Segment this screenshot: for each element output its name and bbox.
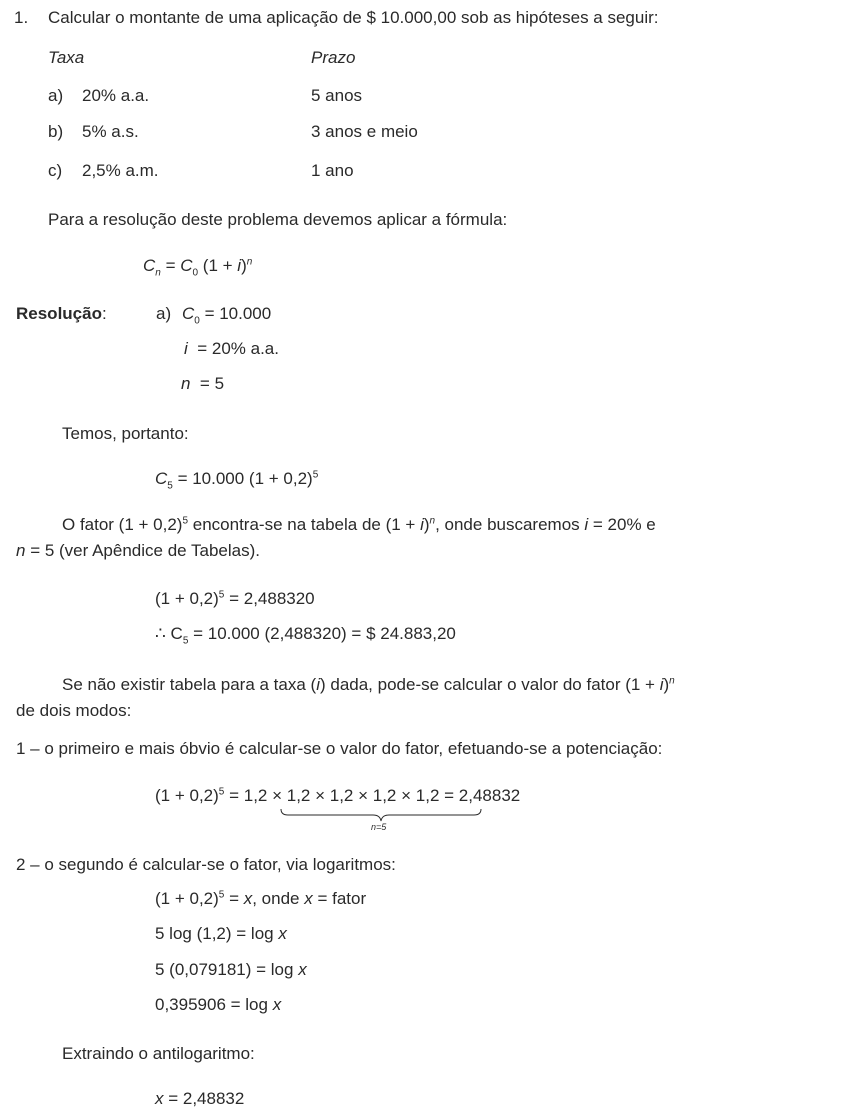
row-a-rate: 20% a.a.	[82, 86, 150, 105]
log-equation-1: $(1 + 0,2)^5 = x$, onde x = fator	[155, 889, 367, 908]
row-b-rate: 5% a.s.	[82, 122, 139, 141]
rate-header: Taxa	[48, 48, 85, 67]
row-c-term: 1 ano	[311, 161, 354, 180]
part-a-label: a)	[156, 304, 172, 323]
amount-equation: ∴ $C_5 = 10.000$ (2,488320) = $ 24.883,20	[155, 624, 456, 647]
power-equation: $(1 + 0,2)^5 = 1,2 \times 1,2 \times 1,2 \times 1,2 \times 1,2 = 2,48832$	[155, 786, 521, 805]
c5-equation: $C_5 = 10.000$ $(1 + 0,2)^5$	[155, 469, 319, 492]
n-line: n = 5	[181, 374, 225, 393]
log-equation-4: 0,395906 = log x	[155, 995, 282, 1014]
paragraph-2-line-1: Se não existir tabela para a taxa (i) dada, pode-se calcular o valor do fator $(1 + i)^n$	[62, 675, 675, 694]
c0-line: $C_0 = 10.000$	[182, 304, 272, 327]
i-line: i = 20% a.a.	[184, 339, 279, 358]
row-b-label: b)	[48, 122, 64, 141]
product-term: 1,2 × 1,2 × 1,2 × 1,2 × 1,2	[243, 786, 440, 805]
main-formula: $C_n = C_0$ $(1 + i)^n$	[143, 256, 253, 279]
method-2-text: 2 – o segundo é calcular-se o fator, via logaritmos:	[16, 855, 396, 874]
underbrace-label: n=5	[371, 822, 387, 832]
problem-statement: Calcular o montante de uma aplicação de $ 10.000,00 sob as hipóteses a seguir:	[48, 8, 659, 27]
paragraph-2-line-2: de dois modos:	[16, 701, 132, 720]
resolution-heading: Resolução:	[16, 304, 107, 323]
factor-equation: $(1 + 0,2)^5 = 2,488320$	[155, 589, 315, 608]
therefore-text: Temos, portanto:	[62, 424, 189, 443]
antilog-text: Extraindo o antilogaritmo:	[62, 1044, 255, 1063]
log-equation-2: 5 log (1,2) = log x	[155, 924, 287, 943]
row-a-label: a)	[48, 86, 64, 105]
underbrace	[280, 808, 482, 822]
row-b-term: 3 anos e meio	[311, 122, 418, 141]
paragraph-1-line-1: O fator $(1 + 0,2)^5$ encontra-se na tabela de $(1 + i)^n$, onde buscaremos i = 20% e	[62, 515, 656, 534]
problem-number: 1.	[14, 8, 29, 27]
formula-intro: Para a resolução deste problema devemos aplicar a fórmula:	[48, 210, 508, 229]
row-c-rate: 2,5% a.m.	[82, 161, 159, 180]
final-result: x = 2,48832	[155, 1089, 245, 1108]
row-a-term: 5 anos	[311, 86, 363, 105]
term-header: Prazo	[311, 48, 356, 67]
row-c-label: c)	[48, 161, 63, 180]
method-1-text: 1 – o primeiro e mais óbvio é calcular-se o valor do fator, efetuando-se a potenciação:	[16, 739, 663, 758]
log-equation-3: 5 (0,079181) = log x	[155, 960, 307, 979]
paragraph-1-line-2: n = 5 (ver Apêndice de Tabelas).	[16, 541, 260, 560]
